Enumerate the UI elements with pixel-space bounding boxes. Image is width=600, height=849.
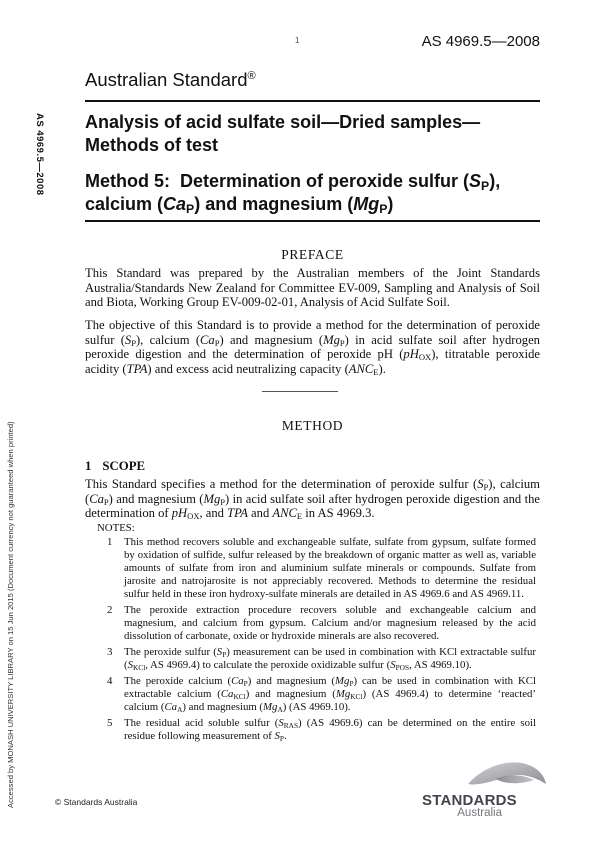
note-text: The peroxide sulfur $(S_P)$ measurement can be used in combination with KCl extractable sulfur ($S_{KCl}$, AS 4969.4) to calculate the peroxide oxidizable sulfur ($S_{POS}$, AS 4969.10).	[124, 646, 536, 672]
method-heading: METHOD	[281, 418, 344, 433]
header-document-code: AS 4969.5—2008	[421, 33, 540, 50]
note-text: The residual acid soluble sulfur $(S_{RAS})$ (AS 4969.6) can be determined on the entire soil residue following measurement of $S_P$.	[124, 717, 536, 743]
spine-document-code: AS 4969.5—2008	[34, 113, 45, 196]
notes-list	[107, 536, 536, 746]
note-number: 5	[107, 717, 113, 729]
registered-mark: ®	[247, 69, 256, 82]
logo-subname: Australia	[457, 807, 502, 819]
standards-australia-logo	[420, 758, 550, 822]
preface-paragraph-2: The objective of this Standard is to provide a method for the determination of peroxide sulfur $(S_P)$, calcium $(Ca_P)$ and magnesium $(Mg_P)$ in acid sulfate soil after hydrogen peroxide digestion and the determination of peroxide pH $(pH_{OX})$, titratable peroxide acidity (TPA) and excess acid neutralizing capacity $(ANC_E)$.	[85, 318, 540, 377]
brand-title-text: Australian Standard	[85, 69, 248, 90]
document-title	[85, 111, 545, 157]
brand-title	[85, 69, 256, 91]
document-title-line2: Methods of test	[85, 135, 218, 155]
section-divider	[262, 391, 338, 392]
note-item-3	[107, 646, 536, 672]
note-number: 1	[107, 536, 113, 548]
scope-section-title: SCOPE	[102, 459, 146, 473]
note-item-5	[107, 717, 536, 743]
title-rule	[85, 220, 540, 222]
note-number: 4	[107, 675, 113, 687]
note-item-4	[107, 675, 536, 714]
swoosh-icon	[466, 760, 548, 796]
note-text: This method recovers soluble and exchangeable sulfate, sulfate from gypsum, sulfate formed by oxidation of sulfide, sulfur released by the breakdown of organic matter as well as, variable amounts of sulfate from iron and aluminium sulfate minerals or compounds. Sulfate from jarosite and natrojarosite is not appreciably recovered. Methods to determine the residual sulfur held in these iron hydroxy-sulfate minerals are detailed in AS 4969.6 and AS 4969.11.	[124, 536, 536, 600]
method-title	[85, 170, 545, 216]
scope-paragraph: This Standard specifies a method for the determination of peroxide sulfur $(S_P)$, calcium $(Ca_P)$ and magnesium $(Mg_P)$ in acid sulfate soil after hydrogen peroxide digestion and the determination of $pH_{OX}$, and TPA and $ANC_E$ in AS 4969.3.	[85, 477, 540, 522]
note-number: 3	[107, 646, 113, 658]
notes-label: NOTES:	[97, 522, 135, 534]
logo-name: STANDARDS	[422, 792, 517, 809]
document-title-line1: Analysis of acid sulfate soil—Dried samples—	[85, 112, 481, 132]
note-text: The peroxide calcium $(Ca_P)$ and magnesium $(Mg_P)$ can be used in combination with KCl extractable calcium $(Ca_{KCl})$ and magnesium $(Mg_{KCl})$ (AS 4969.4) to determine ‘reacted’ calcium $(Ca_A)$ and magnesium $(Mg_A)$ (AS 4969.10).	[124, 675, 536, 714]
preface-heading: PREFACE	[281, 247, 344, 262]
header-rule	[85, 100, 540, 102]
scope-section-heading	[85, 459, 145, 474]
note-item-1	[107, 536, 536, 601]
scope-section-number: 1	[85, 459, 92, 473]
copyright-notice: © Standards Australia	[55, 797, 138, 807]
note-text: The peroxide extraction procedure recovers soluble and exchangeable calcium and magnesium, and calcium from gypsum. Calcium and/or magnesium released by the acid dissolution of carbonate, oxide or hydroxide minerals are also recovered.	[124, 604, 536, 642]
note-item-2	[107, 604, 536, 643]
preface-paragraph-1: This Standard was prepared by the Australian members of the Joint Standards Australia/Standards New Zealand for Committee EV-009, Sampling and Analysis of Soil and Biota, Working Group EV-009-02-01, Analysis of Acid Sulfate Soil.	[85, 266, 540, 310]
method-title-line2: calcium $(Ca_P)$ and magnesium $(Mg_P)$	[85, 194, 394, 217]
library-access-note: Accessed by MONASH UNIVERSITY LIBRARY on 15 Jun 2015 (Document currency not guaranteed when printed)	[6, 421, 15, 808]
note-number: 2	[107, 604, 113, 616]
method-title-line1: Method 5: Determination of peroxide sulfur $(S_P)$,	[85, 171, 501, 194]
page-number: 1	[295, 36, 300, 45]
